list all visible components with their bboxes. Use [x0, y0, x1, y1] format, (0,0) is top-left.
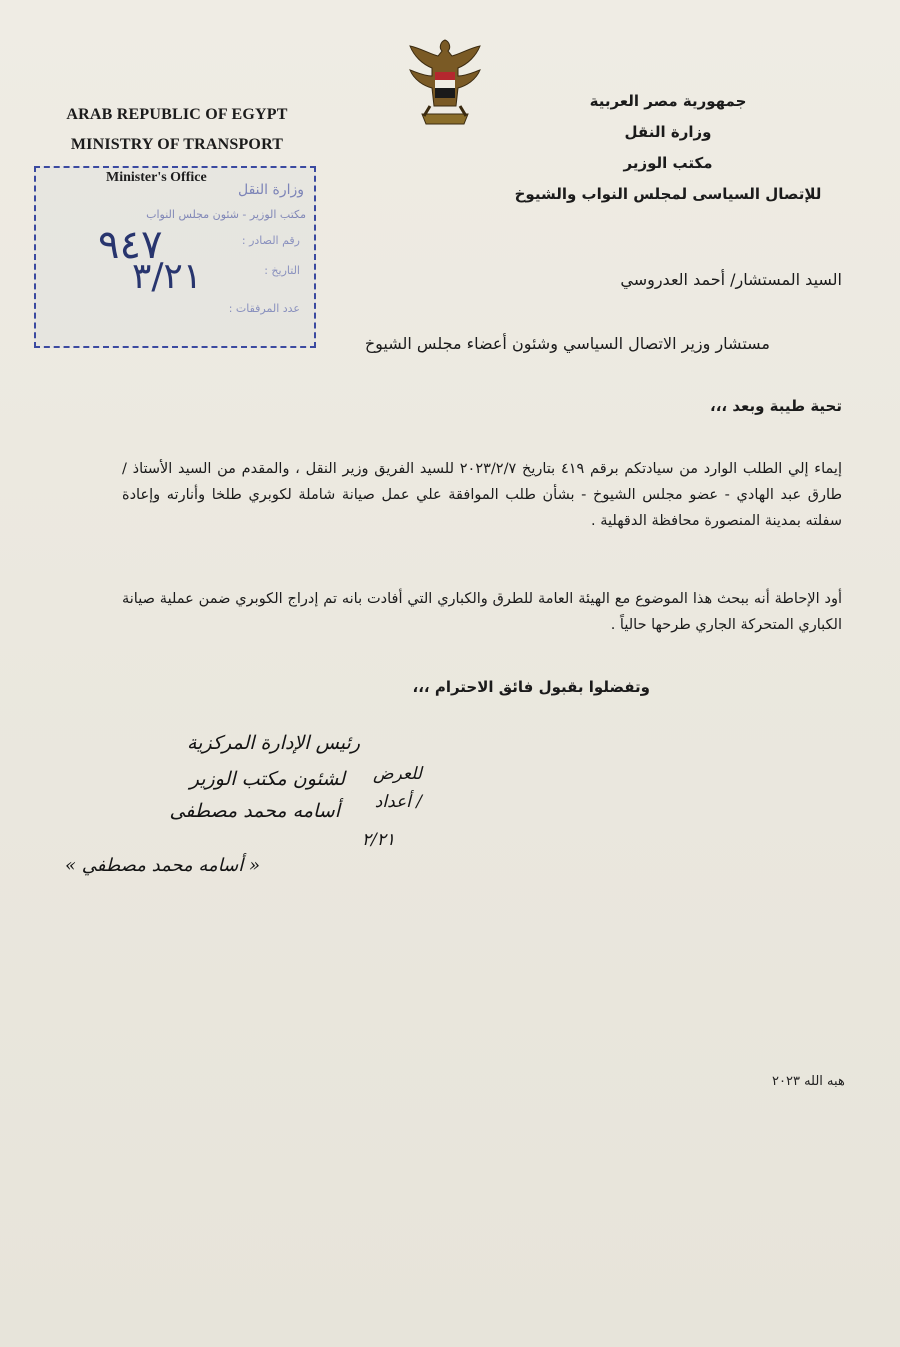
- office-name-ar: مكتب الوزير: [623, 154, 713, 172]
- department-name-ar: للإتصال السياسى لمجلس النواب والشيوخ: [514, 185, 822, 203]
- signature-date: ٢/٢١: [361, 830, 395, 850]
- ministry-name-ar: وزارة النقل: [624, 123, 712, 141]
- stamp-office: مكتب الوزير - شئون مجلس النواب: [146, 208, 306, 221]
- stamp-attachments-label: عدد المرفقات :: [228, 302, 300, 315]
- english-letterhead: [42, 100, 312, 160]
- registry-stamp: [34, 166, 316, 348]
- signatory-name: « أسامه محمد مصطفي »: [64, 855, 260, 876]
- body-paragraph-1: إيماء إلي الطلب الوارد من سيادتكم برقم ٤١٩ بتاريخ ٢٠٢٣/٢/٧ للسيد الفريق وزير النقل ، والمقدم من السيد الأستاذ / طارق عبد الهادي - عضو مجلس الشيوخ - بشأن طلب الموافقة علي عمل صيانة شاملة لكوبري طلخا وأنارته وإعادة سفلته بمدينة المنصورة محافظة الدقهلية .: [122, 461, 842, 529]
- body-paragraph-2: أود الإحاطة أنه ببحث هذا الموضوع مع الهيئة العامة للطرق والكباري التي أفادت بانه تم إدراج الكوبري ضمن عملية صيانة الكباري المتحركة الجاري طرحها حالياً .: [122, 591, 842, 633]
- stamp-date-value: ٣/٢١: [132, 256, 203, 297]
- eagle-emblem-icon: [404, 36, 486, 136]
- country-name-ar: جمهورية مصر العربية: [589, 92, 747, 110]
- footer-reference: هبه الله ٢٠٢٣: [772, 1074, 845, 1089]
- ministry-name-en: MINISTRY OF TRANSPORT: [70, 136, 284, 153]
- stamp-date-label: التاريخ :: [264, 264, 300, 277]
- closing-line: وتفضلوا بقبول فائق الاحترام ،،،: [412, 678, 650, 696]
- handwritten-signature: أسامه محمد مصطفى: [169, 800, 340, 822]
- country-name-en: ARAB REPUBLIC OF EGYPT: [66, 106, 288, 123]
- signature-side-note: للعرض / أعداد: [373, 764, 422, 812]
- signature-title-line2: لشئون مكتب الوزير: [189, 768, 345, 790]
- recipient-title: مستشار وزير الاتصال السياسي وشئون أعضاء مجلس الشيوخ: [364, 334, 770, 353]
- stamp-ministry: وزارة النقل: [237, 182, 304, 198]
- arabic-letterhead: [488, 86, 848, 210]
- greeting: تحية طيبة وبعد ،،،: [710, 397, 842, 415]
- stamp-outgoing-number: ٩٤٧: [98, 222, 163, 268]
- stamp-title: Minister's Office: [106, 170, 207, 185]
- recipient-name: السيد المستشار/ أحمد العدروسي: [620, 270, 842, 289]
- stamp-number-label: رقم الصادر :: [241, 234, 300, 247]
- signature-title-line1: رئيس الإدارة المركزية: [186, 732, 360, 754]
